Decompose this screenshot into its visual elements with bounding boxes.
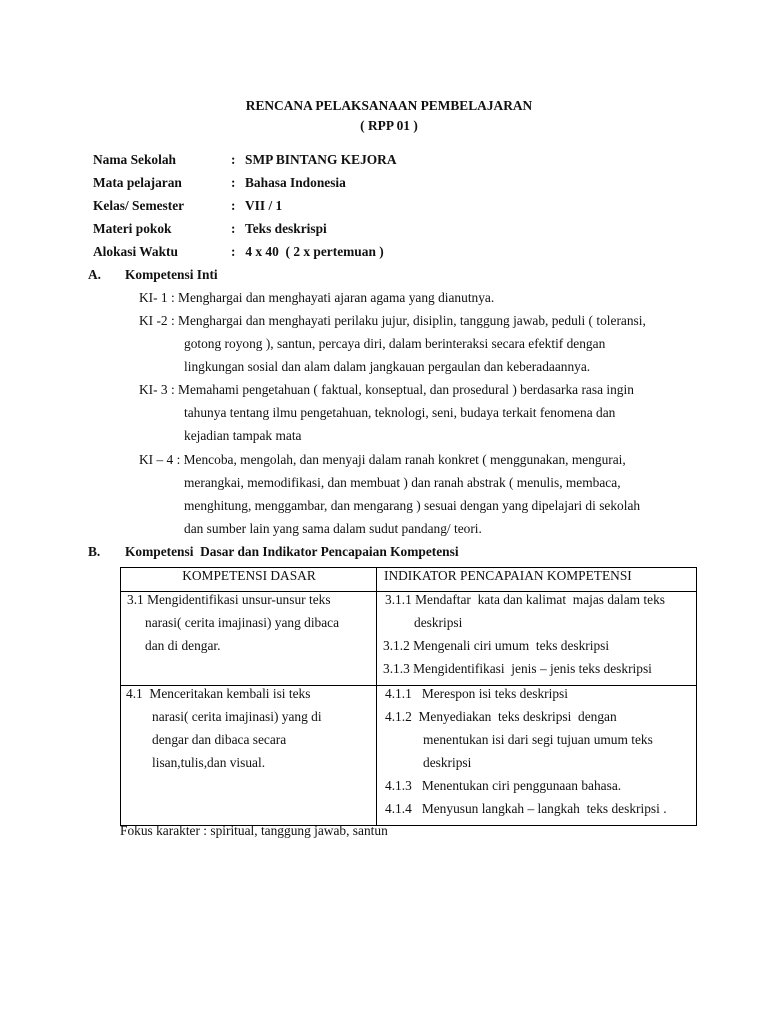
table-cell <box>377 592 697 686</box>
identity-value: 4 x 40 ( 2 x pertemuan ) <box>242 244 384 259</box>
table-cell <box>377 686 697 826</box>
identity-label: Materi pokok <box>93 221 172 236</box>
table-header-cell <box>377 568 697 592</box>
indicator-line: deskripsi <box>414 615 463 630</box>
ki-4-line: dan sumber lain yang sama dalam sudut pandang/ teori. <box>184 521 482 536</box>
ki-4-line: KI – 4 : Mencoba, mengolah, dan menyaji dalam ranah konkret ( menggunakan, mengurai, <box>139 452 626 467</box>
section-a-title: Kompetensi Inti <box>125 267 218 282</box>
ki-4-line: merangkai, memodifikasi, dan membuat ) dan ranah abstrak ( menulis, membaca, <box>184 475 621 490</box>
identity-value: Teks deskrispi <box>245 221 327 236</box>
header-kompetensi-dasar: KOMPETENSI DASAR <box>182 568 316 583</box>
identity-separator: : <box>231 221 236 236</box>
table-row <box>121 592 697 686</box>
indicator-line: 4.1.3 Menentukan ciri penggunaan bahasa. <box>385 778 622 793</box>
section-b-title: Kompetensi Dasar dan Indikator Pencapaian Kompetensi <box>125 544 459 559</box>
indicator-line: 3.1.1 Mendaftar kata dan kalimat majas dalam teks <box>385 592 665 607</box>
kd-line: dengar dan dibaca secara <box>152 732 287 747</box>
identity-label: Kelas/ Semester <box>93 198 185 213</box>
indicator-line: menentukan isi dari segi tujuan umum teks <box>423 732 653 747</box>
identity-separator: : <box>231 198 236 213</box>
indicator-line: 3.1.2 Mengenali ciri umum teks deskripsi <box>383 638 610 653</box>
indicator-line: 4.1.1 Merespon isi teks deskripsi <box>385 686 568 701</box>
table-cell <box>121 592 377 686</box>
kd-line: 3.1 Mengidentifikasi unsur-unsur teks <box>127 592 331 607</box>
indicator-line: deskripsi <box>423 755 472 770</box>
table-header-row <box>121 568 697 592</box>
kd-line: narasi( cerita imajinasi) yang dibaca <box>145 615 340 630</box>
document-subtitle: ( RPP 01 ) <box>360 118 418 133</box>
table-row <box>121 686 697 826</box>
indicator-line: 3.1.3 Mengidentifikasi jenis – jenis teks deskripsi <box>383 661 652 676</box>
ki-2-line: lingkungan sosial dan alam dalam jangkauan pergaulan dan keberadaannya. <box>184 359 591 374</box>
identity-value: VII / 1 <box>245 198 283 213</box>
identity-label: Mata pelajaran <box>93 175 182 190</box>
section-a-letter: A. <box>88 267 102 282</box>
ki-3-line: KI- 3 : Memahami pengetahuan ( faktual, konseptual, dan prosedural ) berdasarka rasa ingin <box>139 382 634 397</box>
identity-label: Alokasi Waktu <box>93 244 178 259</box>
ki-4-line: menghitung, menggambar, dan mengarang ) sesuai dengan yang dipelajari di sekolah <box>184 498 641 513</box>
ki-1: KI- 1 : Menghargai dan menghayati ajaran agama yang dianutnya. <box>139 290 495 305</box>
identity-separator: : <box>231 152 236 167</box>
kd-line: narasi( cerita imajinasi) yang di <box>152 709 322 724</box>
identity-label: Nama Sekolah <box>93 152 176 167</box>
character-focus-note: Fokus karakter : spiritual, tanggung jawab, santun <box>120 823 388 838</box>
identity-separator: : <box>231 244 236 259</box>
indicator-line: 4.1.4 Menyusun langkah – langkah teks deskripsi . <box>385 801 667 816</box>
competency-table <box>120 567 697 826</box>
section-b-letter: B. <box>88 544 101 559</box>
identity-value: SMP BINTANG KEJORA <box>245 152 397 167</box>
ki-2-line: KI -2 : Menghargai dan menghayati perilaku jujur, disiplin, tanggung jawab, peduli ( toleransi, <box>139 313 646 328</box>
ki-3-line: kejadian tampak mata <box>184 428 302 443</box>
table-cell <box>121 686 377 826</box>
header-indikator: INDIKATOR PENCAPAIAN KOMPETENSI <box>384 568 632 583</box>
kd-line: 4.1 Menceritakan kembali isi teks <box>126 686 311 701</box>
identity-separator: : <box>231 175 236 190</box>
ki-2-line: gotong royong ), santun, percaya diri, dalam berinteraksi secara efektif dengan <box>184 336 606 351</box>
kd-line: dan di dengar. <box>145 638 221 653</box>
identity-value: Bahasa Indonesia <box>245 175 346 190</box>
document-title: RENCANA PELAKSANAAN PEMBELAJARAN <box>245 98 533 113</box>
ki-3-line: tahunya tentang ilmu pengetahuan, teknologi, seni, budaya terkait fenomena dan <box>184 405 616 420</box>
kd-line: lisan,tulis,dan visual. <box>152 755 266 770</box>
indicator-line: 4.1.2 Menyediakan teks deskripsi dengan <box>385 709 617 724</box>
table-header-cell <box>121 568 377 592</box>
